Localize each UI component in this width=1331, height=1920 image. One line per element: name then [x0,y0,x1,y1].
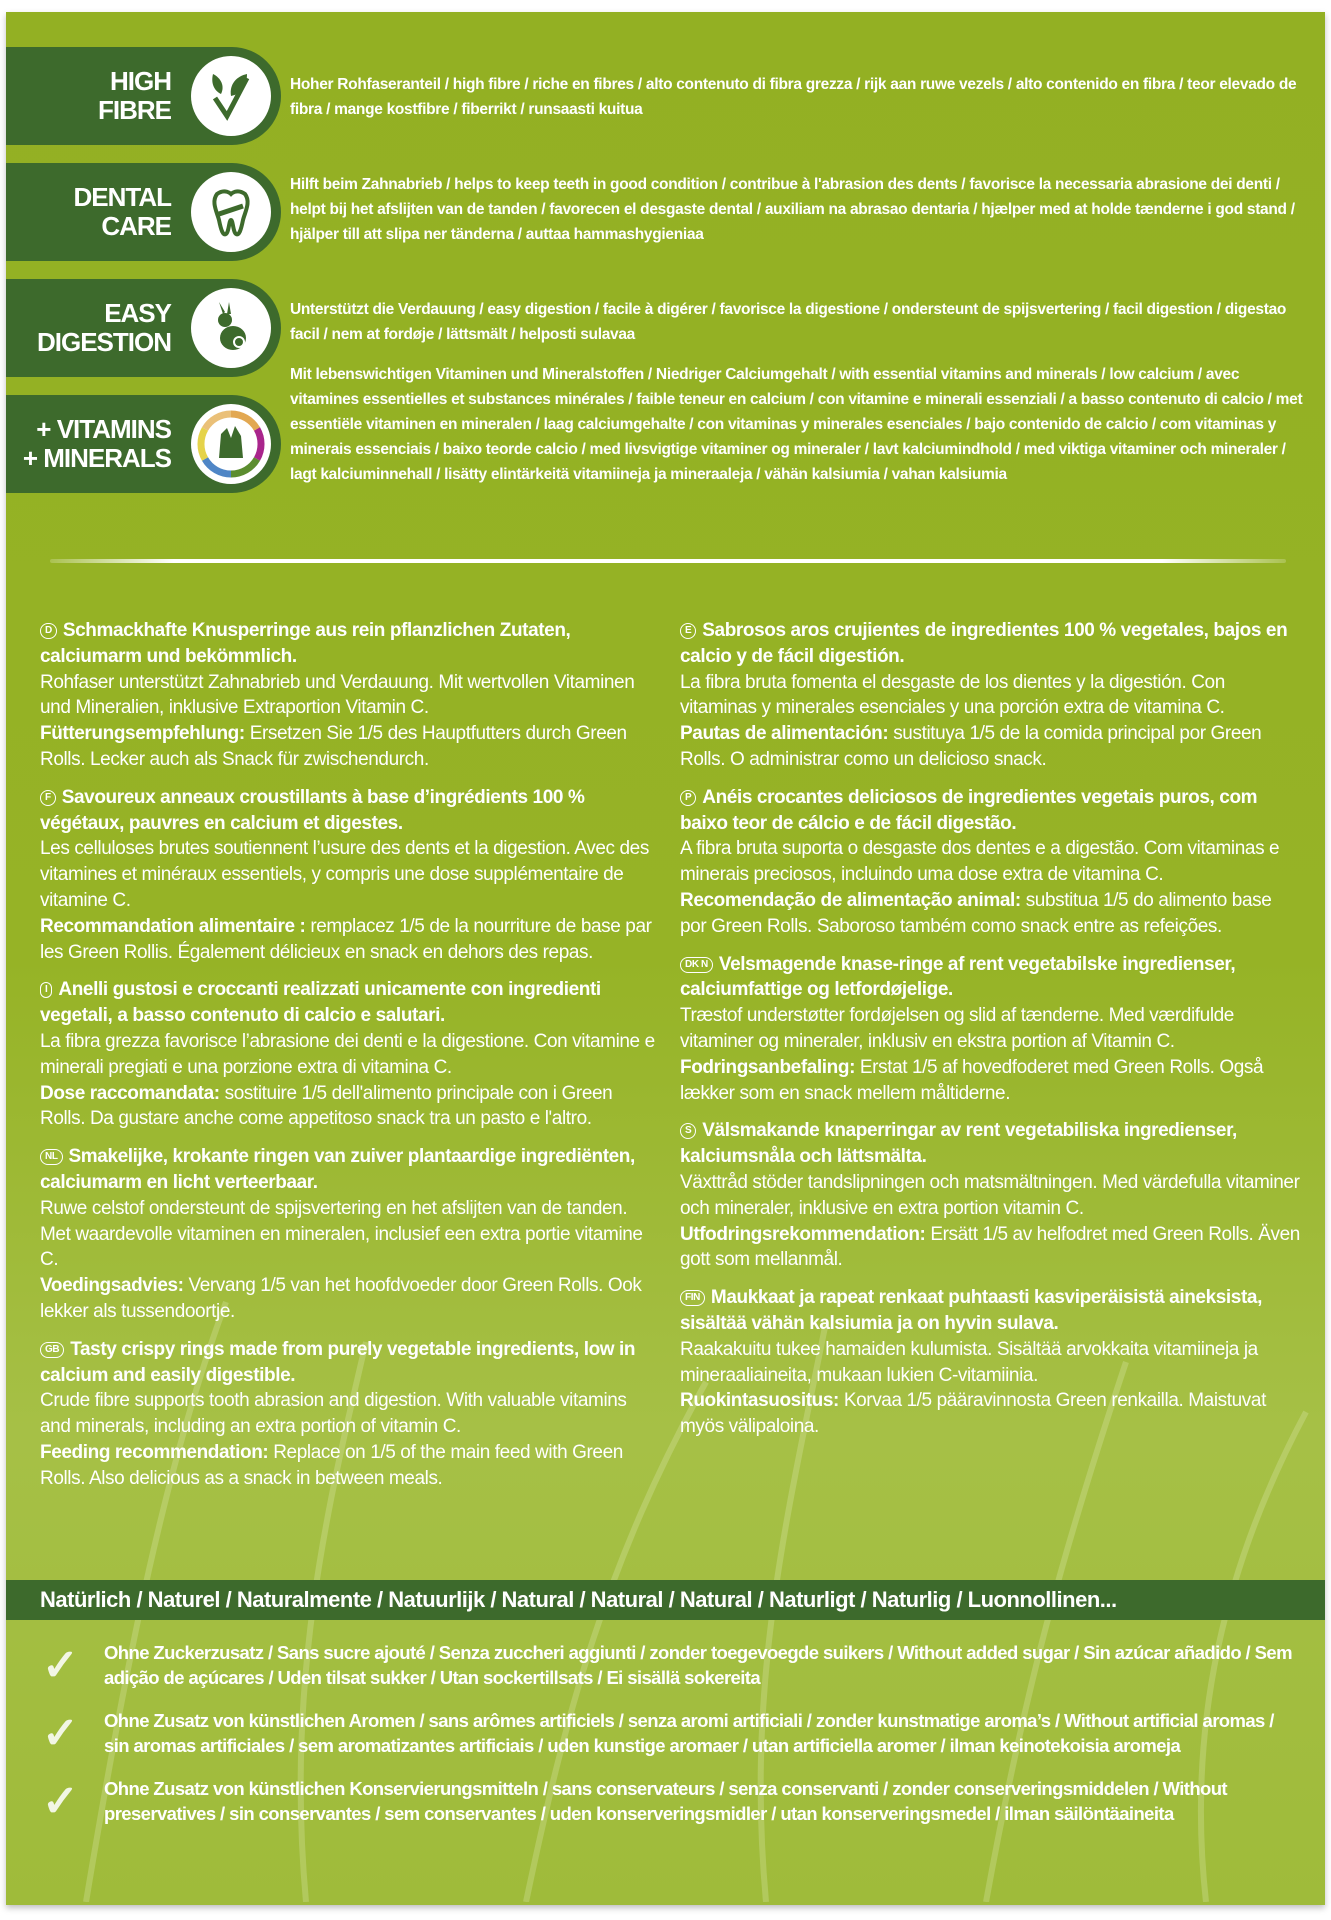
badge-label-line: + VITAMINS [36,414,171,444]
badge-label [37,299,171,357]
feeding-recommendation-text: Replace on 1/5 of the main feed with Green Rolls. Also delicious as a snack in between meals. [40,1441,623,1489]
free-from-text: Ohne Zuckerzusatz / Sans sucre ajouté / Senza zuccheri aggiunti / zonder toegevoegde suikers / Without added sugar / Sin azúcar añadido / Sem adição de açúcares / Uden tilsat sukker / Utan sockertillsats / Ei sisällä sokereita [104,1642,1292,1688]
block-body: Rohfaser unterstützt Zahnabrieb und Verdauung. Mit wertvollen Vitaminen und Mineralien, inklusive Extraportion Vitamin C. [40,671,635,719]
language-block [680,1118,1300,1273]
feature-badge-4 [6,395,281,493]
feeding-recommendation-text: sostituire 1/5 dell'alimento principale con i Green Rolls. Da gustare anche come appetitoso snack tra un pasto e l'altro. [40,1082,613,1130]
language-block [680,1285,1300,1440]
language-block [40,1144,660,1325]
badge-label-line: FIBRE [98,95,171,125]
block-headline: Tasty crispy rings made from purely vegetable ingredients, low in calcium and easily digestible. [40,1338,636,1386]
block-headline: Välsmakande knaperringar av rent vegetabiliska ingredienser, kalciumsnåla och lättsmälta. [680,1120,1237,1168]
badge-label-line: EASY [104,298,171,328]
feeding-recommendation-text: substitua 1/5 do alimento base por Green Rolls. Saboroso também como snack entre as refeições. [680,889,1272,937]
block-headline: Sabrosos aros crujientes de ingredientes 100 % vegetales, bajos en calcio y de fácil digestión. [680,620,1288,667]
block-headline: Smakelijke, krokante ringen van zuiver plantaardige ingrediënten, calciumarm en licht verteerbaar. [40,1146,635,1193]
leaf-check-icon [191,56,271,136]
free-from-list [42,1640,1302,1844]
language-block [40,618,660,773]
free-from-text: Ohne Zusatz von künstlichen Konservierungsmitteln / sans conservateurs / senza conservanti / zonder conserveringsmiddelen / Without preservatives / sin conservantes / sem conservantes / uden konserveringsmidler / utan konserveringsmedel / ilman säilöntäaineita [104,1778,1227,1824]
package-back-panel [6,12,1325,1905]
block-body: La fibra bruta fomenta el desgaste de los dientes y la digestión. Con vitaminas y minerales esenciales y una porción extra de vitamina C. [680,671,1225,719]
language-block [40,1337,660,1492]
language-code-badge: I [40,982,52,998]
feature-description: Mit lebenswichtigen Vitaminen und Mineralstoffen / Niedriger Calciumgehalt / with essential vitamins and minerals / low calcium / avec vitamines essentielles et substances minérales / faible teneur en calcium / con vitamine e minerali essenziali / a basso contenuto di calcio / met essentiële vitaminen en mineralen / laag calciumgehalte / con vitaminas y minerales esenciales / bajo contenido de calcio / com vitaminas y minerais essenciais / baixo teorde calcio / med livsvigtige vitaminer og mineraler / lavt kalciumindhold / med viktiga vitaminer och mineraler / lagt kalciuminnehall / lisätty elintärkeitä vitamiineja ja mineraaleja / vähän kalsiumia / vahan kalsiumia [290,366,1303,483]
feature-description: Unterstützt die Verdauung / easy digestion / facile à digérer / favorisce la digestione / ondersteunt de spijsvertering / facil digestion / digestao facil / nem at fordøje / lättsmält / helposti sulavaa [290,301,1287,343]
badge-label-line: CARE [101,211,171,241]
feeding-recommendation-text: remplacez 1/5 de la nourriture de base par les Green Rollis. Également délicieux en snack en dehors des repas. [40,915,652,963]
language-code-badge: S [680,1123,696,1139]
feeding-recommendation-label: Fütterungsempfehlung: [40,723,245,745]
language-block [680,785,1300,940]
checkmark-icon: ✓ [42,1641,79,1690]
badge-label-line: + MINERALS [22,443,171,473]
feeding-recommendation-label: Fodringsanbefaling: [680,1056,856,1078]
feature-badge-2 [6,163,281,261]
block-headline: Schmackhafte Knusperringe aus rein pflanzlichen Zutaten, calciumarm und bekömmlich. [40,620,571,667]
free-from-item [42,1776,1302,1826]
feeding-recommendation-text: Vervang 1/5 van het hoofdvoeder door Green Rolls. Ook lekker als tussendoortje. [40,1275,642,1322]
block-headline: Savoureux anneaux croustillants à base d’ingrédients 100 % végétaux, pauvres en calcium et digestes. [40,786,585,834]
feeding-recommendation-label: Recomendação de alimentação animal: [680,889,1021,911]
block-body: Træstof understøtter fordøjelsen og slid af tænderne. Med værdifulde vitaminer og mineraler, inklusiv en ekstra portion af Vitamin C. [680,1005,1234,1052]
block-headline: Maukkaat ja rapeat renkaat puhtaasti kasviperäisistä aineksista, sisältää vähän kalsiumia ja on hyvin sulava. [680,1287,1262,1334]
block-body: Crude fibre supports tooth abrasion and digestion. With valuable vitamins and minerals, including an extra portion of vitamin C. [40,1390,627,1438]
description-column-right [680,618,1300,1452]
rabbit-icon [191,288,271,368]
language-block [40,785,660,966]
badge-label [23,415,171,473]
feeding-recommendation-label: Recommandation alimentaire : [40,915,306,937]
description-column-left [40,618,660,1504]
language-code-badge: DK N [680,957,713,973]
block-body: La fibra grezza favorisce l’abrasione dei denti e la digestione. Con vitamine e minerali pregiati e una porzione extra di vitamina C. [40,1030,655,1078]
block-body: Raakakuitu tukee hamaiden kulumista. Sisältää arvokkaita vitamiineja ja mineraaliaineita, mukaan lukien C-vitamiinia. [680,1338,1258,1386]
feeding-recommendation-label: Feeding recommendation: [40,1441,269,1463]
tooth-icon [191,172,271,252]
feeding-recommendation-label: Voedingsadvies: [40,1275,184,1297]
feeding-recommendation-text: Korvaa 1/5 pääravinnosta Green renkailla. Maistuvat myös välipaloina. [680,1390,1266,1438]
feature-description: Hilft beim Zahnabrieb / helps to keep teeth in good condition / contribue à l'abrasion des dents / favorisce la necessaria abrasione dei denti / helpt bij het afslijten van de tanden / favorecen el desgaste dental / auxiliam na abrasao dentaria / hjælper med at holde tænderne i god stand / hjälper till att slipa ner tänderna / auttaa hammashygieniaa [290,176,1295,243]
language-code-badge: E [680,623,696,639]
block-headline: Anéis crocantes deliciosos de ingredientes vegetais puros, com baixo teor de cálcio e de fácil digestão. [680,786,1258,834]
language-code-badge: NL [40,1149,63,1165]
free-from-item [42,1640,1302,1690]
block-body: Les celluloses brutes soutiennent l’usure des dents et la digestion. Avec des vitamines et minéraux essentiels, y compris une dose supplémentaire de vitamine C. [40,838,649,911]
checkmark-icon: ✓ [42,1709,79,1758]
feeding-recommendation-text: sustituya 1/5 de la comida principal por Green Rolls. O administrar como un delicioso snack. [680,723,1262,770]
badge-label-line: DIGESTION [36,327,171,357]
language-code-badge: GB [40,1342,64,1358]
feature-badge-1 [6,47,281,145]
badge-label-line: DENTAL [73,182,171,212]
language-block [40,977,660,1132]
language-code-badge: D [40,623,57,639]
language-block [680,618,1300,773]
block-body: A fibra bruta suporta o desgaste dos dentes e a digestão. Com vitaminas e minerais preciosos, incluindo uma dose extra de vitamina C. [680,838,1280,886]
feeding-recommendation-text: Ersetzen Sie 1/5 des Hauptfutters durch Green Rolls. Lecker auch als Snack für zwischendurch. [40,723,627,770]
free-from-item [42,1708,1302,1758]
language-block [680,952,1300,1107]
block-body: Ruwe celstof ondersteunt de spijsvertering en het afslijten van de tanden. Met waardevolle vitaminen en mineralen, inclusief een extra portie vitamine C. [40,1197,643,1271]
language-code-badge: FIN [680,1290,705,1306]
language-code-badge: F [40,790,56,806]
badge-label-line: HIGH [110,66,171,96]
feeding-recommendation-label: Pautas de alimentación: [680,723,889,745]
feature-description: Hoher Rohfaseranteil / high fibre / riche en fibres / alto contenuto di fibra grezza / rijk aan ruwe vezels / alto contenido en fibra / teor elevado de fibra / mange kostfibre / fiberrikt / runsaasti kuitua [290,76,1297,118]
free-from-text: Ohne Zusatz von künstlichen Aromen / sans arômes artificiels / senza aromi artificiali / zonder kunstmatige aroma’s / Without artificial aromas / sin aromas artificiales / sem aromatizantes artificiais / uden kunstige aromaer / utan artificiella aromer / ilman keinotekoisia aromeja [104,1710,1274,1756]
divider [50,559,1286,563]
minerals-icon [191,404,271,484]
checkmark-icon: ✓ [42,1777,79,1826]
block-headline: Velsmagende knase-ringe af rent vegetabilske ingredienser, calciumfattige og letfordøjelige. [680,953,1236,1001]
feature-badge-3 [6,279,281,377]
badge-label [98,67,171,125]
feeding-recommendation-text: Ersätt 1/5 av helfodret med Green Rolls. Även gott som mellanmål. [680,1223,1300,1271]
natural-banner: Natürlich / Naturel / Naturalmente / Natuurlijk / Natural / Natural / Natural / Naturligt / Naturlig / Luonnollinen... [6,1580,1325,1620]
feeding-recommendation-label: Ruokintasuositus: [680,1390,839,1412]
badge-label [73,183,171,241]
language-code-badge: P [680,790,696,806]
feeding-recommendation-text: Erstat 1/5 af hovedfoderet med Green Rolls. Også lækker som en snack mellem måltiderne. [680,1056,1264,1104]
block-body: Växttråd stöder tandslipningen och matsmältningen. Med värdefulla vitaminer och mineraler, inklusive en extra portion vitamin C. [680,1171,1300,1219]
block-headline: Anelli gustosi e croccanti realizzati unicamente con ingredienti vegetali, a basso contenuto di calcio e salutari. [40,979,601,1027]
feeding-recommendation-label: Utfodringsrekommendation: [680,1223,926,1245]
feeding-recommendation-label: Dose raccomandata: [40,1082,220,1104]
